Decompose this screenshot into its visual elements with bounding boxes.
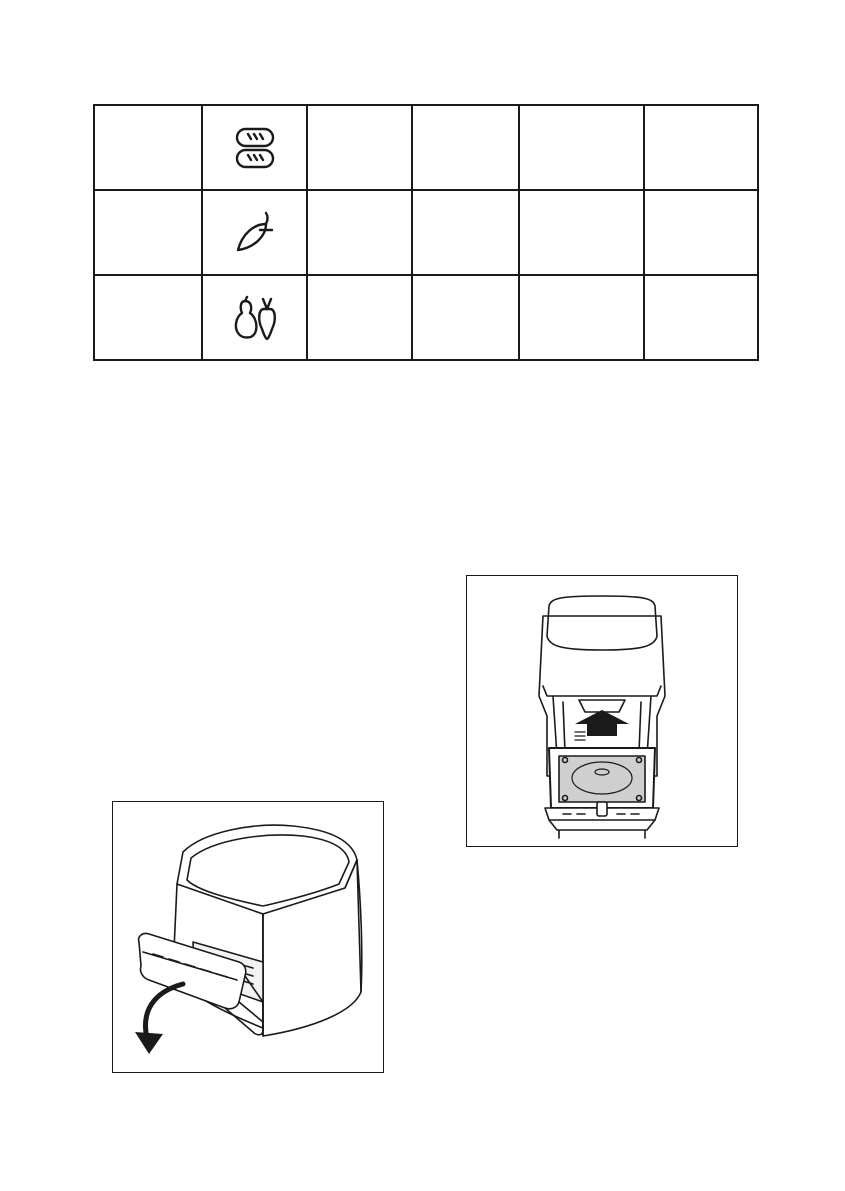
table-row-vegetables	[94, 275, 758, 360]
table-cell	[519, 190, 644, 275]
table-cell	[94, 190, 202, 275]
fish-icon	[202, 190, 307, 275]
table-cell	[644, 190, 758, 275]
table-cell	[519, 105, 644, 190]
table-cell	[519, 275, 644, 360]
table-row-fish	[94, 190, 758, 275]
table-row-bread	[94, 105, 758, 190]
table-cell	[307, 275, 412, 360]
table-cell	[307, 105, 412, 190]
table-cell	[644, 275, 758, 360]
table-cell	[412, 190, 519, 275]
vegetables-icon	[202, 275, 307, 360]
air-fryer-open-door-illustration	[112, 801, 384, 1073]
bread-icon	[202, 105, 307, 190]
food-settings-table	[93, 104, 759, 361]
table-cell	[412, 105, 519, 190]
table-cell	[94, 275, 202, 360]
air-fryer-insert-tray-illustration	[466, 575, 738, 847]
table-cell	[644, 105, 758, 190]
table-cell	[307, 190, 412, 275]
table-cell	[412, 275, 519, 360]
table-cell	[94, 105, 202, 190]
